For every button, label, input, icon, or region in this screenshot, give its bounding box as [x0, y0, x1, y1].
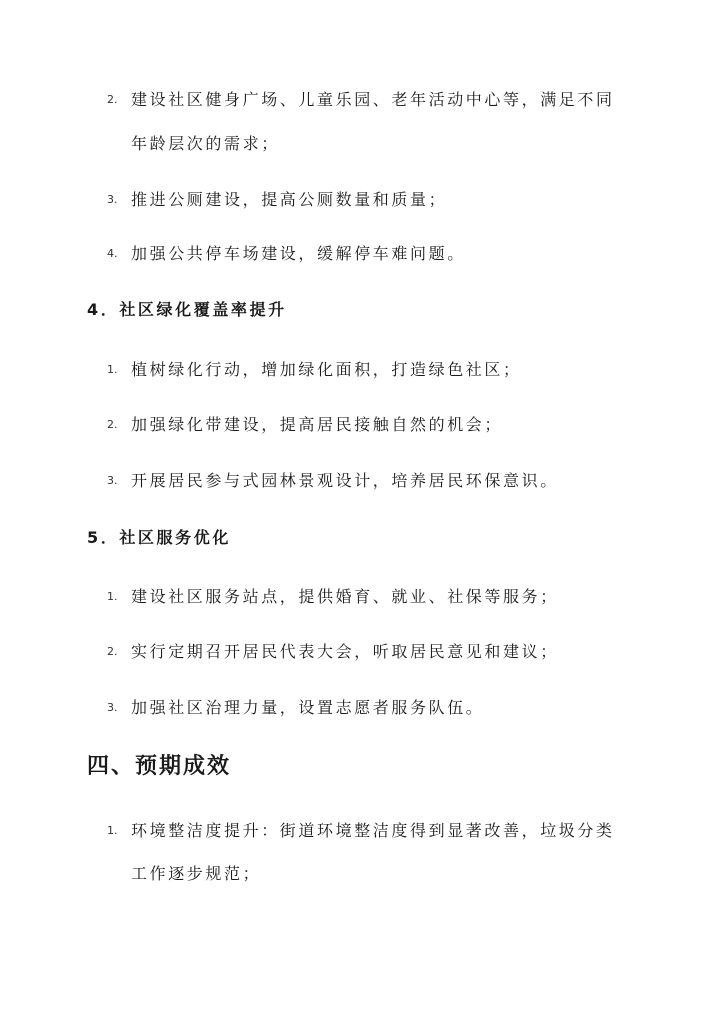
list-text: 加强绿化带建设，提高居民接触自然的机会；	[131, 415, 504, 434]
list-number: 2.	[107, 645, 118, 658]
list-number: 2.	[107, 418, 118, 431]
list-text: 建设社区健身广场、儿童乐园、老年活动中心等，满足不同	[131, 90, 615, 109]
list-text: 推进公厕建设，提高公厕数量和质量；	[131, 190, 448, 209]
list-text: 开展居民参与式园林景观设计，培养居民环保意识。	[131, 471, 559, 490]
list-text: 实行定期召开居民代表大会，听取居民意见和建议；	[131, 642, 559, 661]
list-text: 环境整洁度提升：街道环境整洁度得到显著改善，垃圾分类	[131, 821, 615, 840]
list-text: 加强社区治理力量，设置志愿者服务队伍。	[131, 698, 485, 717]
list-number: 1.	[107, 590, 118, 603]
chapter-title: 四、预期成效	[87, 754, 232, 779]
list-number: 3.	[107, 193, 118, 206]
list-number: 2.	[107, 93, 118, 106]
list-number: 1.	[107, 824, 118, 837]
list-text-continuation: 工作逐步规范；	[131, 864, 262, 883]
list-number: 4.	[107, 247, 118, 260]
list-text: 加强公共停车场建设，缓解停车难问题。	[131, 244, 466, 263]
list-text: 植树绿化行动，增加绿化面积，打造绿色社区；	[131, 360, 522, 379]
list-text-continuation: 年龄层次的需求；	[131, 134, 280, 153]
section-title: 5．社区服务优化	[87, 528, 231, 547]
list-number: 3.	[107, 474, 118, 487]
list-text: 建设社区服务站点，提供婚育、就业、社保等服务；	[131, 587, 559, 606]
list-number: 3.	[107, 701, 118, 714]
list-number: 1.	[107, 363, 118, 376]
section-title: 4．社区绿化覆盖率提升	[87, 300, 287, 319]
